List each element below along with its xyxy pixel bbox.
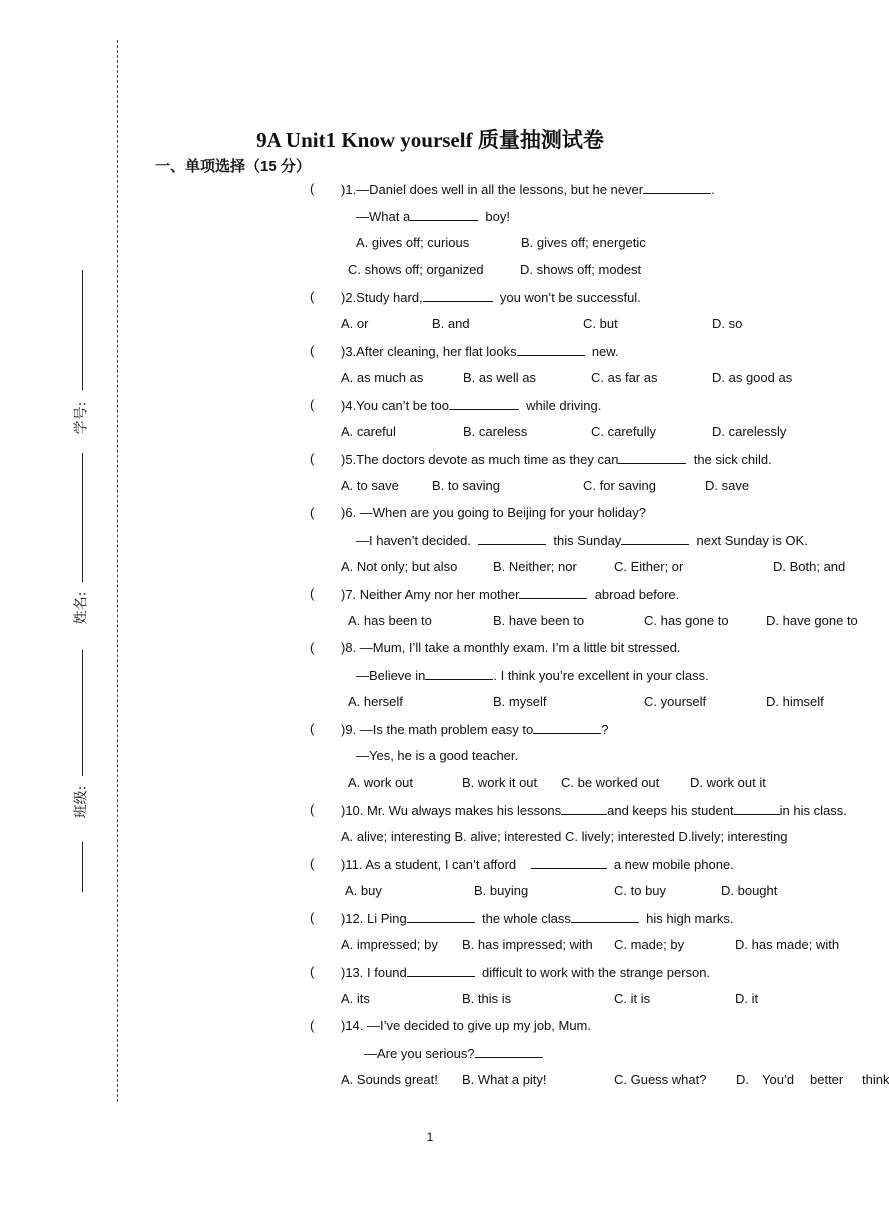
question-stem-end: a new mobile phone. (613, 857, 734, 872)
margin-rule (82, 530, 83, 582)
question-stem-end: abroad before. (594, 587, 680, 602)
margin-class (56, 756, 96, 1136)
option-b: B. gives off; energetic (521, 235, 646, 250)
answer-blank[interactable] (643, 181, 711, 194)
option-d: D. has made; with (735, 937, 840, 952)
question-stem: )2.Study hard, (341, 290, 423, 305)
question-text (341, 721, 608, 737)
option-c: C. made; by (614, 937, 685, 952)
option-a: A. has been to (348, 613, 432, 628)
answer-paren: ( (310, 397, 315, 412)
question-stem-end: in his class. (779, 803, 847, 818)
option-d: D. Both; and (773, 559, 846, 574)
option-d: D. so (712, 316, 743, 331)
question-stem-end: difficult to work with the strange person. (482, 965, 711, 980)
question-text (341, 586, 679, 602)
option-a: A. buy (345, 883, 382, 898)
question-stem-middle: and keeps his student (607, 803, 734, 818)
question-text (341, 451, 772, 467)
reply-text (356, 532, 808, 548)
question-text: )8. —Mum, I’ll take a monthly exam. I’m a little bit stressed. (341, 640, 681, 655)
option-c: C. carefully (591, 424, 657, 439)
answer-paren: ( (310, 856, 315, 871)
option-b: B. myself (493, 694, 547, 709)
margin-rule (82, 842, 83, 892)
question-stem: )3.After cleaning, her flat looks (341, 344, 517, 359)
option-b: B. and (432, 316, 470, 331)
answer-blank[interactable] (531, 856, 607, 869)
answer-blank[interactable] (478, 532, 546, 545)
option-b: B. to saving (432, 478, 500, 493)
option-a: A. herself (348, 694, 403, 709)
answer-paren: ( (310, 289, 315, 304)
option-d: D. save (705, 478, 750, 493)
option-c: C. it is (614, 991, 651, 1006)
option-a: A. its (341, 991, 370, 1006)
answer-paren: ( (310, 964, 315, 979)
option-c: C. Either; or (614, 559, 684, 574)
question-text: )6. —When are you going to Beijing for your holiday? (341, 505, 646, 520)
margin-rule (82, 270, 83, 390)
question-stem: )5.The doctors devote as much time as they can (341, 452, 619, 467)
question-text (341, 343, 619, 359)
option-d: D. it (735, 991, 759, 1006)
option-d: D. carelessly (712, 424, 787, 439)
question-stem-middle: the whole class (482, 911, 571, 926)
option-c: C. yourself (644, 694, 707, 709)
options-row: A. alive; interesting B. alive; interested C. lively; interested D.lively; interesting (341, 829, 788, 844)
option-c: C. but (583, 316, 618, 331)
option-a: A. as much as (341, 370, 424, 385)
question-text (341, 964, 710, 980)
option-d: D. himself (766, 694, 824, 709)
question-stem: )4.You can’t be too (341, 398, 449, 413)
question-stem-end: ? (601, 722, 609, 737)
reply-start: —I haven’t decided. (356, 533, 471, 548)
option-d-word: better (810, 1072, 844, 1087)
option-c: C. to buy (614, 883, 667, 898)
answer-paren: ( (310, 721, 315, 736)
option-c: C. has gone to (644, 613, 729, 628)
question-stem-end: the sick child. (693, 452, 772, 467)
section-heading: 一、单项选择（15 分） (155, 158, 311, 175)
option-b: B. have been to (493, 613, 585, 628)
option-a: A. to save (341, 478, 399, 493)
question-text (341, 856, 734, 872)
answer-paren: ( (310, 1018, 315, 1033)
answer-paren: ( (310, 451, 315, 466)
reply-end: . I think you’re excellent in your class. (493, 668, 709, 683)
question-stem: )1.—Daniel does well in all the lessons, but he never (341, 182, 644, 197)
question-stem-end: new. (591, 344, 619, 359)
question-stem-end: his high marks. (646, 911, 734, 926)
reply-text (364, 1045, 543, 1061)
question-text (341, 910, 734, 926)
question-text (341, 802, 847, 818)
answer-blank[interactable] (475, 1045, 543, 1058)
question-stem-end: you won’t be successful. (499, 290, 641, 305)
option-c: C. for saving (583, 478, 656, 493)
option-a: A. or (341, 316, 369, 331)
option-b: B. Neither; nor (493, 559, 577, 574)
option-b: B. careless (463, 424, 528, 439)
reply-end: next Sunday is OK. (696, 533, 808, 548)
answer-blank[interactable] (519, 586, 587, 599)
question-text (341, 181, 715, 197)
margin-rule (82, 746, 83, 776)
option-a: A. impressed; by (341, 937, 438, 952)
answer-blank[interactable] (410, 208, 478, 221)
question-stem: )7. Neither Amy nor her mother (341, 587, 520, 602)
page-title: 9A Unit1 Know yourself 质量抽测试卷 (256, 128, 604, 152)
reply-text: —Yes, he is a good teacher. (356, 748, 519, 763)
page-number: 1 (426, 1130, 434, 1144)
reply-text (356, 208, 510, 224)
answer-paren: ( (310, 505, 315, 520)
reply-end: boy! (485, 209, 510, 224)
answer-paren: ( (310, 181, 315, 196)
answer-blank[interactable] (533, 721, 601, 734)
question-text (341, 289, 641, 305)
question-stem-end: while driving. (526, 398, 602, 413)
question-text (341, 397, 601, 413)
option-d: D. as good as (712, 370, 793, 385)
option-a: A. work out (348, 775, 414, 790)
option-d: D. bought (721, 883, 778, 898)
answer-blank[interactable] (449, 397, 519, 410)
cut-line (117, 40, 118, 1102)
reply-start: —Believe in (356, 668, 426, 683)
option-b: B. What a pity! (462, 1072, 547, 1087)
option-d-word: think (862, 1072, 889, 1087)
margin-label-class: 班级: (73, 785, 90, 819)
option-a: A. careful (341, 424, 396, 439)
answer-paren: ( (310, 640, 315, 655)
option-b: B. buying (474, 883, 529, 898)
answer-blank[interactable] (618, 451, 686, 464)
margin-rule (82, 453, 83, 535)
option-d: D. (736, 1072, 749, 1087)
option-a: A. gives off; curious (356, 235, 470, 250)
answer-paren: ( (310, 802, 315, 817)
question-stem: )9. —Is the math problem easy to (341, 722, 534, 737)
margin-label-student-no: 学号: (73, 401, 90, 435)
answer-blank[interactable] (621, 532, 689, 545)
option-b: B. has impressed; with (462, 937, 593, 952)
answer-blank[interactable] (571, 910, 639, 923)
margin-label-name: 姓名: (73, 591, 90, 625)
option-d: D. have gone to (766, 613, 858, 628)
answer-blank[interactable] (517, 343, 585, 356)
answer-blank[interactable] (425, 667, 493, 680)
question-text: )14. —I’ve decided to give up my job, Mum. (341, 1018, 592, 1033)
answer-blank[interactable] (561, 802, 607, 815)
answer-paren: ( (310, 910, 315, 925)
answer-blank[interactable] (407, 910, 475, 923)
option-c: C. as far as (591, 370, 658, 385)
option-d: D. work out it (690, 775, 766, 790)
option-b: B. as well as (463, 370, 536, 385)
option-c: C. Guess what? (614, 1072, 707, 1087)
option-c: C. be worked out (561, 775, 660, 790)
option-a: A. Sounds great! (341, 1072, 438, 1087)
answer-paren: ( (310, 586, 315, 601)
reply-start: —Are you serious? (364, 1046, 475, 1061)
option-b: B. this is (462, 991, 512, 1006)
reply-middle: this Sunday (553, 533, 622, 548)
answer-blank[interactable] (423, 289, 493, 302)
option-a: A. Not only; but also (341, 559, 458, 574)
question-stem: )11. As a student, I can’t afford (341, 857, 517, 872)
reply-start: —What a (356, 209, 411, 224)
question-stem: )12. Li Ping (341, 911, 407, 926)
question-stem-end: . (711, 182, 715, 197)
question-stem: )10. Mr. Wu always makes his lessons (341, 803, 562, 818)
answer-blank[interactable] (407, 964, 475, 977)
answer-paren: ( (310, 343, 315, 358)
option-b: B. work it out (462, 775, 538, 790)
option-c: C. shows off; organized (348, 262, 484, 277)
reply-text (356, 667, 709, 683)
question-stem: )13. I found (341, 965, 407, 980)
option-d-word: You’d (762, 1072, 795, 1087)
option-d: D. shows off; modest (520, 262, 642, 277)
answer-blank[interactable] (734, 802, 780, 815)
